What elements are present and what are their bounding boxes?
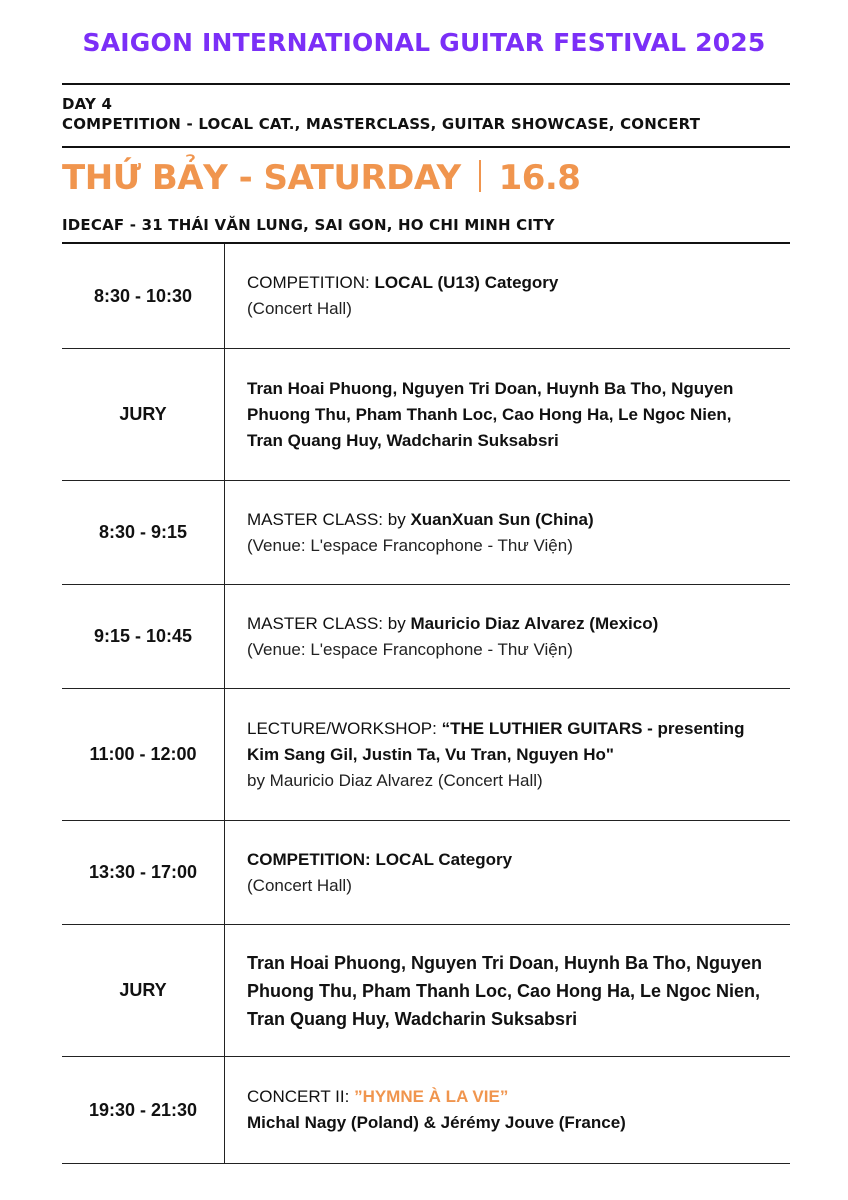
weekday: THỨ BẢY - SATURDAY (62, 158, 461, 198)
event-title: LOCAL (U13) Category (374, 273, 559, 292)
table-row (62, 481, 790, 585)
event-title: Mauricio Diaz Alvarez (Mexico) (410, 613, 659, 633)
time-cell: JURY (62, 349, 225, 480)
event-type: CONCERT II: (247, 1087, 355, 1106)
table-row (62, 349, 790, 481)
divider (62, 146, 790, 148)
event-venue: (Concert Hall) (247, 299, 352, 318)
event-cell (225, 244, 790, 348)
day-label: DAY 4 (62, 95, 113, 113)
table-row (62, 925, 790, 1057)
time-cell: 8:30 - 10:30 (62, 244, 225, 348)
time-cell: 19:30 - 21:30 (62, 1057, 225, 1163)
event-type: MASTER CLASS: by (247, 509, 411, 529)
event-cell (225, 481, 790, 584)
date-heading (62, 158, 580, 198)
time-cell: 9:15 - 10:45 (62, 585, 225, 688)
time-cell: 8:30 - 9:15 (62, 481, 225, 584)
festival-title: SAIGON INTERNATIONAL GUITAR FESTIVAL 2025 (82, 28, 766, 57)
date: 16.8 (498, 158, 581, 198)
venue: IDECAF - 31 THÁI VĂN LUNG, SAI GON, HO CHI MINH CITY (62, 216, 555, 234)
table-row (62, 1057, 790, 1164)
time-cell: 11:00 - 12:00 (62, 689, 225, 820)
event-cell (225, 349, 790, 480)
concert-performers: Michal Nagy (Poland) & Jérémy Jouve (France) (247, 1113, 626, 1132)
concert-title: ”HYMNE À LA VIE” (354, 1087, 509, 1106)
event-cell (225, 1057, 790, 1163)
jury-members: Tran Hoai Phuong, Nguyen Tri Doan, Huynh Ba Tho, Nguyen Phuong Thu, Pham Thanh Loc, Cao Hong Ha, Le Ngoc Nien, Tran Quang Huy, Wadcharin Suksabsri (247, 378, 734, 450)
event-title: COMPETITION: LOCAL Category (247, 849, 513, 869)
table-row (62, 244, 790, 349)
date-separator (479, 160, 481, 192)
event-type: COMPETITION: (247, 273, 375, 292)
schedule-table (62, 242, 790, 1164)
time-cell: 13:30 - 17:00 (62, 821, 225, 924)
event-cell (225, 689, 790, 820)
event-title: XuanXuan Sun (China) (410, 509, 594, 529)
jury-members: Tran Hoai Phuong, Nguyen Tri Doan, Huynh Ba Tho, Nguyen Phuong Thu, Pham Thanh Loc, Cao Hong Ha, Le Ngoc Nien, Tran Quang Huy, Wadcharin Suksabsri (247, 952, 763, 1029)
table-row (62, 689, 790, 821)
event-venue: (Venue: L'espace Francophone - Thư Viện) (247, 535, 573, 555)
event-cell (225, 821, 790, 924)
event-type: LECTURE/WORKSHOP: (247, 718, 442, 738)
event-presenter: by Mauricio Diaz Alvarez (Concert Hall) (247, 770, 543, 790)
day-description: COMPETITION - LOCAL CAT., MASTERCLASS, GUITAR SHOWCASE, CONCERT (62, 115, 701, 133)
event-venue: (Concert Hall) (247, 875, 352, 895)
time-cell: JURY (62, 925, 225, 1056)
table-row (62, 821, 790, 925)
event-venue: (Venue: L'espace Francophone - Thư Viện) (247, 639, 573, 659)
event-type: MASTER CLASS: by (247, 613, 411, 633)
event-cell (225, 585, 790, 688)
divider (62, 83, 790, 85)
event-cell (225, 925, 790, 1056)
table-row (62, 585, 790, 689)
event-title: “THE LUTHIER GUITARS - presenting Kim Sang Gil, Justin Ta, Vu Tran, Nguyen Ho" (247, 718, 745, 764)
